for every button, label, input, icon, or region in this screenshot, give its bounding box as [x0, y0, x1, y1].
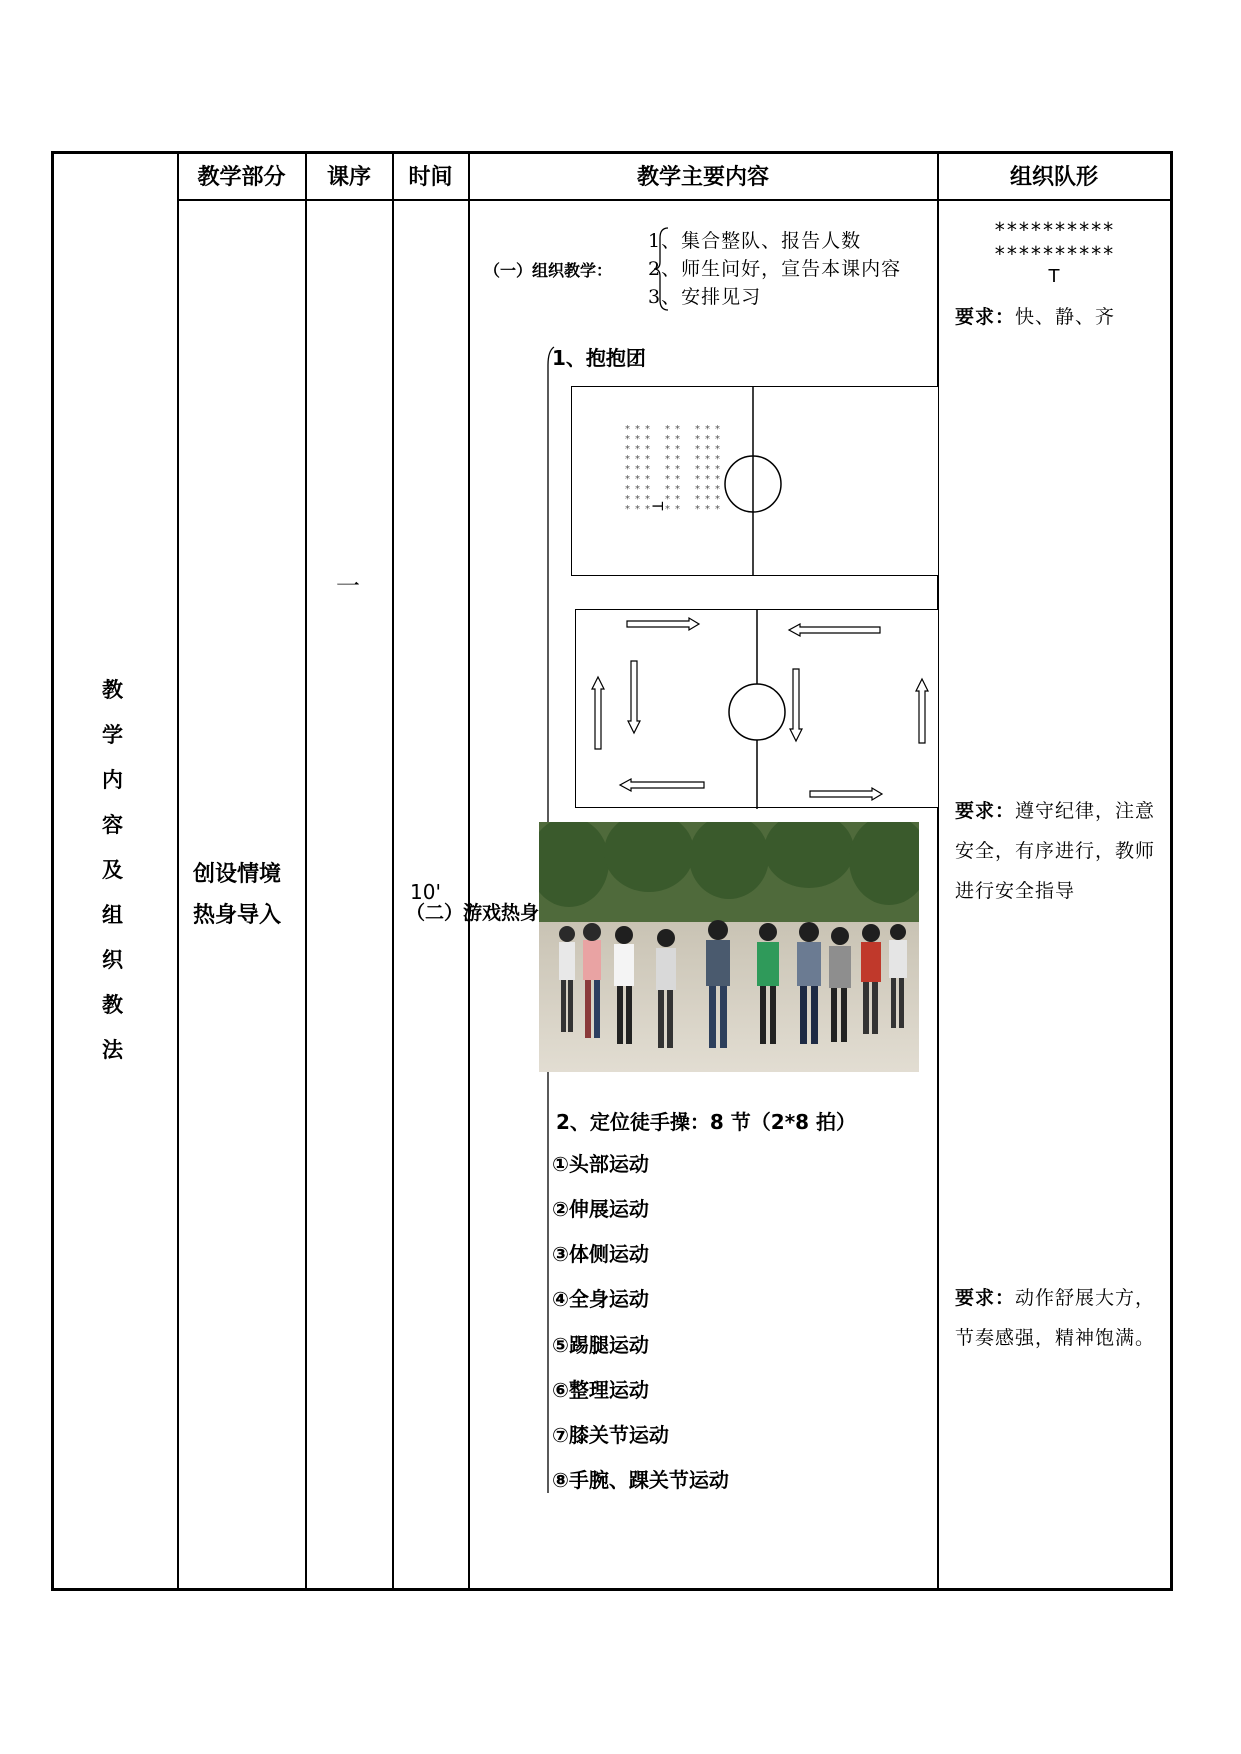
requirement-1-text: 快、静、齐 [1015, 306, 1116, 328]
formation-star: * [695, 484, 700, 495]
formation-star: * [635, 484, 640, 495]
left-label-char: 及 [102, 858, 123, 882]
calisthenics-item: ②伸展运动 [552, 1197, 649, 1221]
formation-star: * [705, 424, 710, 435]
formation-star: * [705, 504, 710, 515]
formation-star: * [625, 454, 630, 465]
formation-star: * [635, 504, 640, 515]
formation-star: * [645, 444, 650, 455]
requirement-1-label: 要求： [955, 306, 1016, 328]
formation-star: * [665, 494, 670, 505]
formation-star: * [645, 464, 650, 475]
formation-star: * [675, 484, 680, 495]
formation-star: * [625, 504, 630, 515]
header-section: 教学部分 [197, 165, 286, 190]
left-label-char: 法 [102, 1038, 123, 1062]
org-item-2: 2、师生问好，宣告本课内容 [648, 258, 902, 280]
formation-star: * [715, 494, 720, 505]
court-diagram-2-marks [575, 609, 939, 809]
table-border-right [1170, 151, 1173, 1591]
left-label-char: 内 [102, 768, 123, 792]
col-line-2 [305, 151, 307, 1591]
formation-star: * [665, 504, 670, 515]
col-line-4 [468, 151, 470, 1591]
table-border-top [51, 151, 1173, 154]
formation-star: * [665, 424, 670, 435]
requirement-3-label: 要求： [955, 1287, 1016, 1309]
formation-star: * [625, 474, 630, 485]
formation-star: * [675, 504, 680, 515]
formation-star: * [695, 444, 700, 455]
org-item-3: 3、安排见习 [648, 286, 762, 308]
formation-star: * [665, 444, 670, 455]
formation-star: * [675, 464, 680, 475]
formation-star: * [695, 494, 700, 505]
formation-star: * [695, 474, 700, 485]
header-content: 教学主要内容 [636, 165, 769, 190]
students-playing-game-photo [539, 822, 919, 1072]
formation-star: * [665, 454, 670, 465]
formation-star: * [675, 494, 680, 505]
formation-star: * [675, 474, 680, 485]
formation-star: * [705, 444, 710, 455]
calisthenics-item: ①头部运动 [552, 1152, 649, 1176]
formation-teacher: T [1048, 266, 1060, 287]
game-label: （二）游戏热身 [406, 902, 540, 924]
order-value: 一 [336, 572, 360, 600]
requirement-2-text: 遵守纪律，注意安全，有序进行，教师进行安全指导 [955, 800, 1156, 902]
left-label-char: 教 [102, 678, 123, 702]
section-name-line1: 创设情境 [193, 862, 282, 887]
formation-star: * [645, 474, 650, 485]
formation-star: * [715, 424, 720, 435]
formation-star: * [675, 454, 680, 465]
formation-star: * [645, 504, 650, 515]
formation-star: * [695, 454, 700, 465]
formation-star: * [635, 494, 640, 505]
formation-star: * [715, 474, 720, 485]
requirement-3 [955, 1278, 1165, 1358]
org-item-1: 1、集合整队、报告人数 [648, 230, 862, 252]
formation-row-2: ********** [993, 242, 1115, 266]
formation-star: * [635, 434, 640, 445]
requirement-1 [955, 297, 1165, 337]
col-line-1 [177, 151, 179, 1591]
formation-star: * [695, 424, 700, 435]
calisthenics-item: ⑤踢腿运动 [552, 1333, 649, 1357]
formation-star: * [715, 444, 720, 455]
requirement-2-label: 要求： [955, 800, 1016, 822]
formation-star: * [675, 424, 680, 435]
col-line-3 [392, 151, 394, 1591]
calisthenics-item: ⑥整理运动 [552, 1378, 649, 1402]
table-border-left [51, 151, 54, 1591]
formation-star: * [665, 464, 670, 475]
calisthenics-item: ④全身运动 [552, 1287, 649, 1311]
formation-star: * [715, 484, 720, 495]
court-diagram-1-marks [571, 386, 939, 576]
formation-star: * [715, 434, 720, 445]
formation-star: * [625, 424, 630, 435]
col-line-5 [937, 151, 939, 1591]
formation-star: * [715, 504, 720, 515]
formation-star: * [705, 494, 710, 505]
left-label-char: 组 [102, 903, 123, 927]
section-name-line2: 热身导入 [193, 903, 282, 928]
formation-star: * [645, 434, 650, 445]
left-label-char: 教 [102, 993, 123, 1017]
formation-row-1: ********** [993, 218, 1115, 242]
formation-star: * [695, 434, 700, 445]
formation-star: * [635, 474, 640, 485]
formation-star: * [625, 434, 630, 445]
formation-star: * [715, 454, 720, 465]
left-label-char: 容 [102, 813, 123, 837]
formation-star: * [625, 444, 630, 455]
formation-star: * [665, 484, 670, 495]
table-border-bottom [51, 1588, 1173, 1591]
requirement-2 [955, 791, 1165, 911]
formation-star: * [645, 454, 650, 465]
formation-star: * [715, 464, 720, 475]
formation-star: * [635, 464, 640, 475]
formation-star: * [705, 464, 710, 475]
formation-star: * [645, 484, 650, 495]
left-label-char: 织 [102, 948, 123, 972]
header-row-line [177, 199, 1172, 201]
formation-star: * [625, 464, 630, 475]
requirement-3-text: 动作舒展大方，节奏感强，精神饱满。 [955, 1287, 1156, 1349]
formation-star: * [665, 474, 670, 485]
header-formation: 组织队形 [1009, 165, 1098, 190]
org-label: （一）组织教学： [484, 261, 613, 280]
formation-star: * [705, 454, 710, 465]
formation-star: * [645, 424, 650, 435]
header-time: 时间 [408, 165, 453, 190]
formation-star: * [675, 444, 680, 455]
calisthenics-title: 2、定位徒手操：8 节（2*8 拍） [556, 1110, 857, 1134]
formation-star: * [705, 474, 710, 485]
formation-star: * [675, 434, 680, 445]
court-teacher-mark: T [648, 501, 665, 511]
calisthenics-item: ⑦膝关节运动 [552, 1423, 669, 1447]
time-value: 10' [410, 880, 441, 904]
formation-star: * [625, 484, 630, 495]
formation-star: * [695, 464, 700, 475]
formation-star: * [645, 494, 650, 505]
calisthenics-item: ⑧手腕、踝关节运动 [552, 1468, 729, 1492]
formation-star: * [635, 454, 640, 465]
formation-star: * [625, 494, 630, 505]
formation-star: * [695, 504, 700, 515]
game-title: 1、抱抱团 [552, 346, 646, 370]
formation-star: * [635, 424, 640, 435]
formation-star: * [635, 444, 640, 455]
formation-star: * [665, 434, 670, 445]
formation-star: * [705, 484, 710, 495]
formation-star: * [705, 434, 710, 445]
calisthenics-item: ③体侧运动 [552, 1242, 649, 1266]
left-label-char: 学 [102, 723, 123, 747]
header-order: 课序 [326, 165, 371, 190]
